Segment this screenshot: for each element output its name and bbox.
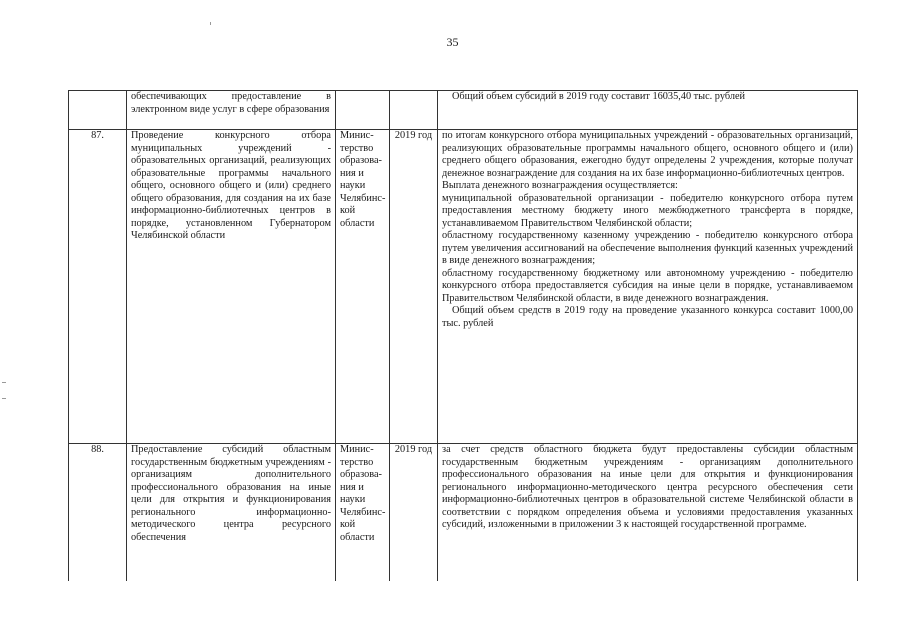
- result-paragraph: Общий объем средств в 2019 году на проведение указанного конкурса составит 1000,00 тыс. рублей: [442, 305, 853, 329]
- executor: [336, 444, 390, 582]
- table-row: [69, 91, 858, 130]
- result-paragraph: по итогам конкурсного отбора муниципальных учреждений - образовательных организаций, реализующих образовательные программы начального общего, основного общего и (или) среднего общего образования, ежегодно будут определены 2 учреждения, которые получат денежное вознаграждение для создания на их базе информационно-библиотечных центров.: [442, 130, 853, 179]
- scan-mark: [210, 22, 211, 25]
- activity-name: Предоставление субсидий областным государственным бюджетным учреждениям - организациям дополнительного профессионального образования на иные цели для открытия и функционирования регионального информационно-методического центра ресурсного обеспечения: [127, 444, 336, 582]
- row-number: [69, 91, 127, 130]
- page-number: 35: [446, 35, 459, 49]
- result-paragraph: Общий объем субсидий в 2019 году составит 16035,40 тыс. рублей: [452, 91, 746, 102]
- result-paragraph: муниципальной образовательной организации - победителю конкурсного отбора путем предоставления местному бюджету иного межбюджетного трансферта в порядке, устанавливаемом Правительством Челябинской области;: [442, 192, 853, 229]
- executor-line: области: [340, 217, 375, 229]
- executor-line: образова-: [340, 469, 382, 480]
- executor-line: Минис-: [340, 444, 374, 455]
- executor-line: терство: [340, 456, 374, 468]
- executor-line: кой: [340, 205, 356, 216]
- result-paragraph: Выплата денежного вознаграждения осуществляется:: [442, 180, 678, 191]
- table-row: [69, 130, 858, 444]
- executor-line: ния и: [340, 481, 364, 493]
- year: 2019 год: [390, 130, 438, 444]
- table-row: [69, 444, 858, 582]
- executor-line: образова-: [340, 155, 382, 166]
- executor-line: ния и: [340, 167, 364, 179]
- result-paragraph: областному государственному казенному учреждению - победителю конкурсного отбора путем увеличения ассигнований на обеспечение выполнения функций казенных учреждений в виде денежного вознаграждения;: [442, 230, 853, 266]
- executor-line: Челябинс-: [340, 506, 386, 518]
- executor-line: науки: [340, 494, 366, 505]
- row-number: 88.: [69, 444, 127, 582]
- year: [390, 91, 438, 130]
- program-activities-table: [68, 90, 858, 581]
- executor-line: терство: [340, 142, 374, 154]
- executor-line: Минис-: [340, 130, 374, 141]
- scan-mark: [2, 398, 6, 399]
- expected-result: [438, 91, 858, 130]
- executor-line: Челябинс-: [340, 192, 386, 204]
- executor-line: области: [340, 531, 375, 543]
- executor: [336, 130, 390, 444]
- expected-result: [438, 130, 858, 444]
- year: 2019 год: [390, 444, 438, 582]
- scan-mark: [2, 382, 6, 383]
- result-paragraph: за счет средств областного бюджета будут предоставлены субсидии областным государственным бюджетным учреждениям - организациям дополнительного профессионального образования на иные цели для открытия и функционирования регионального информационно-методического центра ресурсного обеспечения сети информационно-библиотечных центров в образовательной системе Челябинской области в соответствии с порядком определения объема и условиями предоставления указанных субсидий, изложенными в приложении 3 к настоящей государственной программе.: [442, 444, 853, 530]
- expected-result: [438, 444, 858, 582]
- result-paragraph: областному государственному бюджетному или автономному учреждению - победителю конкурсного отбора предоставляется субсидия на иные цели в порядке, устанавливаемом Правительством Челябинской области, в виде денежного вознаграждения.: [442, 267, 853, 304]
- row-number: 87.: [69, 130, 127, 444]
- executor: [336, 91, 390, 130]
- executor-line: науки: [340, 180, 366, 191]
- activity-name: обеспечивающих предоставление в электронном виде услуг в сфере образования: [127, 91, 336, 130]
- activity-name: Проведение конкурсного отбора муниципальных учреждений - образовательных организаций, реализующих образовательные программы начального общего, основного общего и (или) среднего общего образования, для создания на их базе информационно-библиотечных центров в порядке, установленном Губернатором Челябинской области: [127, 130, 336, 444]
- executor-line: кой: [340, 519, 356, 530]
